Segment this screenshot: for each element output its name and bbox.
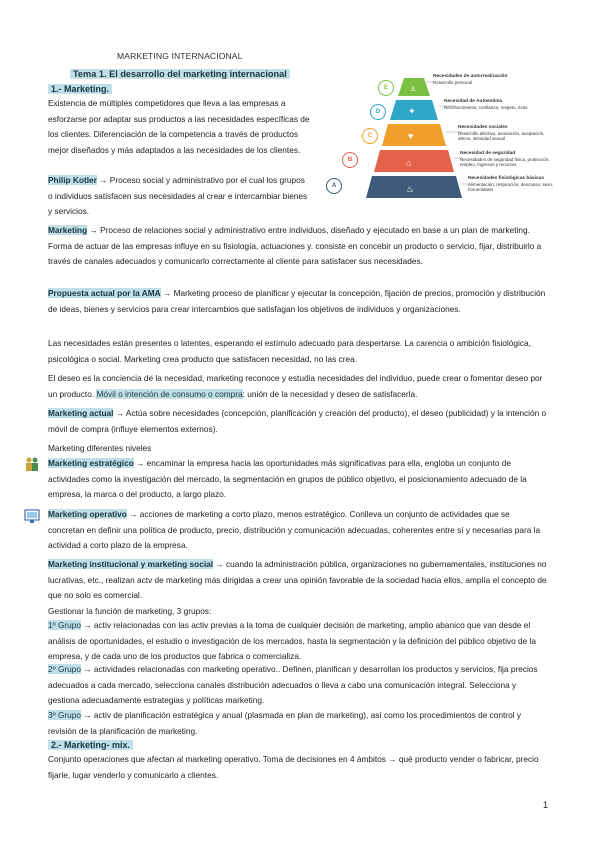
topic-heading: Tema 1. El desarrollo del marketing internacional [70, 69, 290, 79]
tier-a-icon: ♨ [406, 184, 415, 194]
tier-d-desc: Reconocimiento, confianza, respeto, éxito [444, 104, 528, 110]
tier-e-title: Necesidades de autorrealización [433, 74, 508, 79]
tier-c-desc: Desarrollo afectivo, asociación, aceptación, afecto, intimidad sexual [458, 130, 545, 141]
tier-c-icon: ♥ [408, 131, 414, 141]
ama-label: Propuesta actual por la AMA [48, 288, 161, 298]
levels-heading-text: Marketing diferentes niveles [48, 443, 152, 453]
actual-paragraph [48, 406, 548, 437]
strategic-text: → encaminar la empresa hacia las oportunidades más significativas para ella, engloba un conjunto de actividades como la investigación del mercado, la segmentación en grupos de público objetivo, el posicionamiento adecuado de la empresa, la marca o del producto, a largo plazo. [48, 458, 527, 499]
actual-label: Marketing actual [48, 408, 114, 418]
tier-c-letter: C [362, 128, 378, 144]
intro-paragraph [48, 96, 310, 158]
manage-heading-text: Gestionar la función de marketing, 3 grupos: [48, 606, 212, 616]
tier-b-icon: ⌂ [406, 158, 412, 168]
tier-b-letter: B [342, 152, 358, 168]
kotler-text: → Proceso social y administrativo por el cual los grupos o individuos satisfacen sus necesidades al crear e intercambiar bienes y servicios. [48, 175, 308, 216]
tier-d-letter: D [370, 104, 386, 120]
ama-paragraph [48, 286, 548, 317]
desire-text-a: El deseo es la conciencia de la necesidad, marketing reconoce y estudia necesidades del individuo, puede crear o fomentar deseo por un producto. [48, 373, 543, 399]
kotler-label: Philip Kotler [48, 175, 97, 185]
group1-label: 1º Grupo [48, 620, 82, 630]
tier-e-icon: ♙ [410, 86, 417, 93]
desire-label: Móvil o intención de consumo o compra [96, 388, 243, 399]
document-title: MARKETING INTERNACIONAL [117, 51, 243, 61]
page-number: 1 [543, 800, 549, 810]
tier-d-title: Necesidad de Autoestima [444, 99, 503, 104]
pyramid-tier-b [374, 150, 454, 172]
needs-paragraph [48, 336, 548, 367]
tier-c-label [458, 125, 553, 142]
operative-label: Marketing operativo [48, 509, 127, 519]
tier-b-title: Necesidad de seguridad [460, 151, 516, 156]
section1-heading: 1.- Marketing. [48, 84, 112, 94]
institutional-label: Marketing institucional y marketing social [48, 559, 214, 569]
kotler-paragraph [48, 173, 310, 220]
group1-text: → activ relacionadas con las activ previas a la toma de cualquier decisión de marketing, amplio abanico que van desde el análisis de oportunidades, el estudio o investigación de los mercados, hasta la segmentación y la definición del público objetivo de la empresa, y de cada uno de los productos que fabrica o comercializa. [48, 620, 536, 661]
monitor-icon [24, 508, 40, 524]
actual-text: → Actúa sobre necesidades (concepción, planificación y creación del producto), el deseo (publicidad) y la intención o móvil de compra (influye elementos externos). [48, 408, 547, 434]
mix-paragraph [48, 752, 548, 783]
ama-text: → Marketing proceso de planificar y ejecutar la concepción, fijación de precios, promoción y distribución de ideas, bienes y servicios para crear intercambios que satisfagan los objetivos de individuos y organizaciones. [48, 288, 546, 314]
marketing-label: Marketing [48, 225, 88, 235]
institutional-text: → cuando la administración pública, organizaciones no gubernamentales, instituciones no lucrativas, etc., realizan actv de marketing más dirigidas a crear una opinión favorable de la sociedad hacia ellos, amplía el concepto de que no solo es comercial. [48, 559, 547, 600]
strategic-paragraph [48, 456, 548, 503]
tier-d-label [444, 99, 539, 110]
group2-text: → actividades relacionadas con marketing operativo.. Definen, planifican y desarrollan los productos y servicios, fija precios adecuados a cada mercado, selecciona canales distribución adecuados o lleva a cabo una comunicación integral. Selecciona y gestiona adecuadamente estrategias y políticas marketing. [48, 664, 538, 705]
group3-paragraph [48, 708, 548, 739]
section2-heading: 2.- Marketing- mix. [48, 740, 133, 750]
pyramid-tier-c [382, 124, 446, 146]
tier-e-label [433, 74, 528, 85]
strategic-label: Marketing estratégico [48, 458, 134, 468]
marketing-paragraph [48, 223, 548, 270]
tier-d-icon: ✦ [408, 106, 416, 116]
operative-paragraph [48, 507, 548, 554]
tier-a-title: Necesidades fisiológicas básicas [468, 176, 544, 181]
group3-label: 3º Grupo [48, 710, 82, 720]
tier-c-title: Necesidades sociales [458, 125, 508, 130]
mix-text: Conjunto operaciones que afectan al marketing operativo. Toma de decisiones en 4 ámbitos → qué producto vender o fabricar, precio fijarle, lugar venderlo y comunicarlo a clientes. [48, 754, 539, 780]
group3-text: → activ de planificación estratégica y anual (plasmada en plan de marketing), así como los procedimientos de control y revisión de la planificación de marketing. [48, 710, 521, 736]
group2-paragraph [48, 662, 548, 709]
tier-a-label [468, 176, 563, 193]
tier-b-desc: Necesidades de seguridad física, protección, empleo, Ingresos y recursos [460, 156, 550, 167]
tier-b-label [460, 151, 555, 168]
operative-text: → acciones de marketing a corto plazo, menos estratégico. Conlleva un conjunto de actividades que se concretan en definir una política de producto, precio, distribución y comunicación adecuadas, coherentes entre sí y necesarias para la actividad a corto plazo de la empresa. [48, 509, 541, 550]
desire-paragraph [48, 371, 548, 402]
tier-e-desc: Desarrollo personal [433, 79, 473, 85]
intro-text: Existencia de múltiples competidores que lleva a las empresas a esforzarse por adaptar sus productos a las necesidades específicas de los clientes. Diferenciación de la competencia a través de productos mejor diseñados y más adaptados a las necesidades de los clientes. [48, 98, 310, 155]
tier-e-letter: E [378, 80, 394, 96]
institutional-paragraph [48, 557, 548, 604]
maslow-pyramid [332, 72, 552, 202]
needs-text: Las necesidades están presentes o latentes, esperando el estímulo adecuado para despertarse. La carencia o ambición fisiológica, psicológica o social. Marketing crea producto que satisfacen necesidad, no las crea. [48, 338, 531, 364]
people-icon [24, 456, 40, 472]
group2-label: 2º Grupo [48, 664, 82, 674]
group1-paragraph [48, 618, 548, 665]
tier-a-desc: Alimentación, respiración, descanso, sexo, homeostasis [468, 181, 554, 192]
marketing-text: → Proceso de relaciones social y administrativo entre individuos, diseñado y ejecutado en base a un plan de marketing. Forma de actuar de las empresas influye en su fisiología, actuaciones y. consiste en concebir un producto o servicio, fijar, distribuirlo a través de canales adecuados y comunicarlo correctamente al cliente para satisfacer sus necesidades. [48, 225, 542, 266]
desire-text-b: : unión de la necesidad y deseo de satisfacerla. [242, 388, 418, 399]
levels-heading [48, 441, 548, 457]
tier-a-letter: A [326, 178, 342, 194]
